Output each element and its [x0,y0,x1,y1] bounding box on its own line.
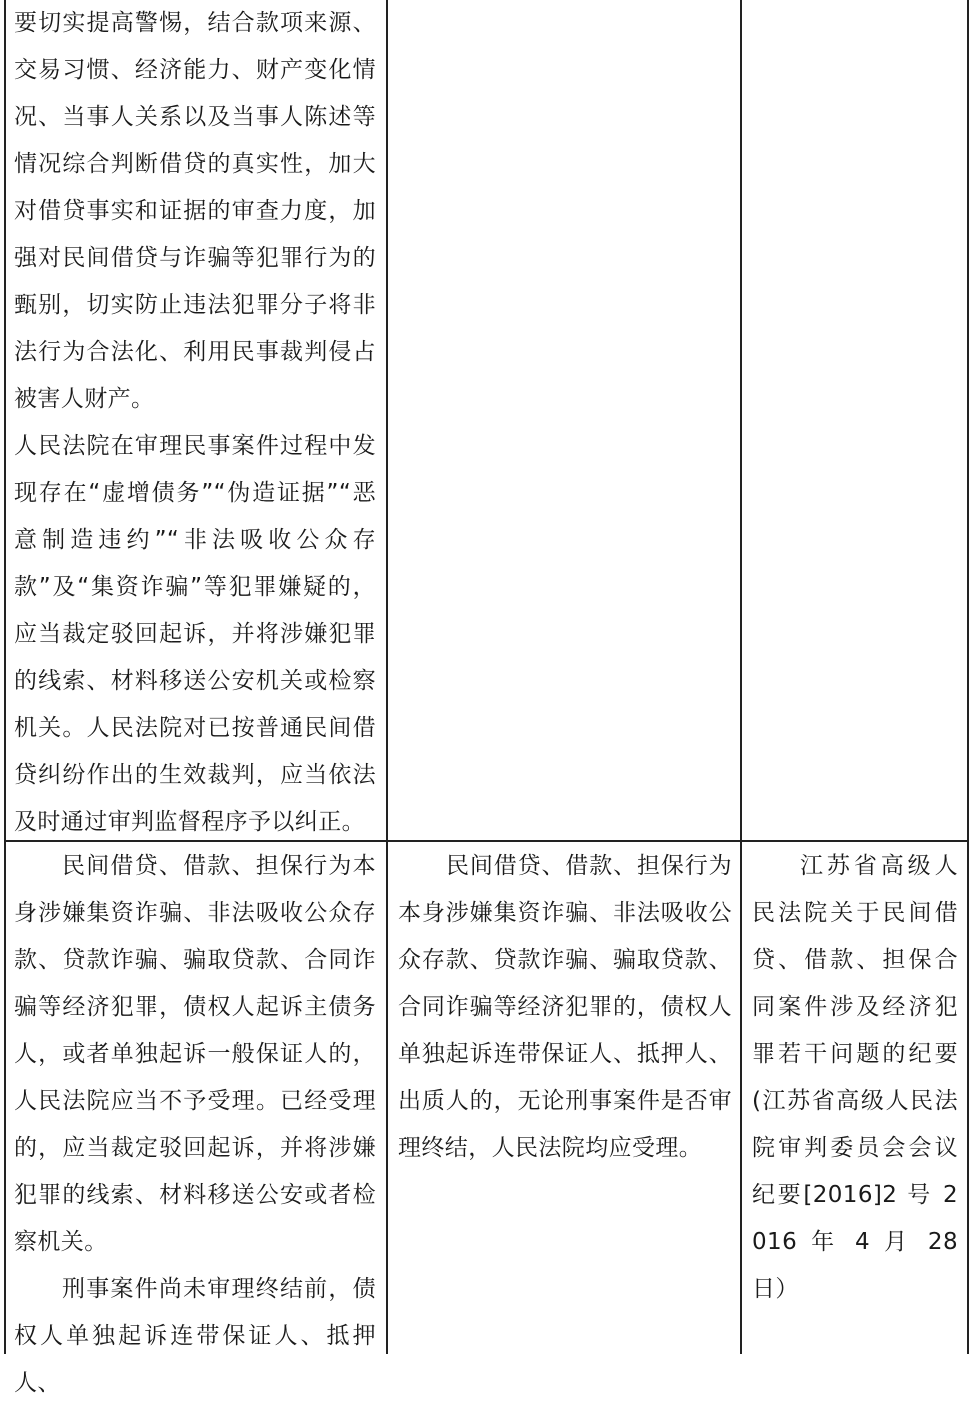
source-citation: 江苏省高级人民法院关于民间借贷、借款、担保合同案件涉及经济犯罪若干问题的纪要(江苏省高级人民法院审判委员会会议纪要[2016]2 号 2016 年 4 月 28 日） [752,853,958,1302]
table-border-left [4,0,6,1354]
cell-paragraph: 刑事案件尚未审理终结前，债权人单独起诉连带保证人、抵押人、 [14,1276,376,1396]
table-border-right [967,0,969,1354]
table-column-divider-2 [740,0,742,1354]
cell-row2-col2 [398,843,732,1172]
cell-row1-col1 [14,0,376,846]
cell-paragraph: 民间借贷、借款、担保行为本身涉嫌集资诈骗、非法吸收公众存款、贷款诈骗、骗取贷款、合同诈骗等经济犯罪，债权人起诉主债务人，或者单独起诉一般保证人的，人民法院应当不予受理。已经受理的，应当裁定驳回起诉，并将涉嫌犯罪的线索、材料移送公安或者检察机关。 [14,853,376,1255]
cell-paragraph: 民间借贷、借款、担保行为本身涉嫌集资诈骗、非法吸收公众存款、贷款诈骗、骗取贷款、合同诈骗等经济犯罪的，债权人单独起诉连带保证人、抵押人、出质人的，无论刑事案件是否审理终结，人民法院均应受理。 [398,853,732,1161]
cell-row2-col1 [14,843,376,1407]
table-column-divider-1 [386,0,388,1354]
cell-paragraph: 人民法院在审理民事案件过程中发现存在“虚增债务”“伪造证据”“恶意制造违约”“非法吸收公众存款”及“集资诈骗”等犯罪嫌疑的，应当裁定驳回起诉，并将涉嫌犯罪的线索、材料移送公安机关或检察机关。人民法院对已按普通民间借贷纠纷作出的生效裁判，应当依法及时通过审判监督程序予以纠正。 [14,433,376,835]
cell-paragraph: 要切实提高警惕，结合款项来源、交易习惯、经济能力、财产变化情况、当事人关系以及当事人陈述等情况综合判断借贷的真实性，加大对借贷事实和证据的审查力度，加强对民间借贷与诈骗等犯罪行为的甄别，切实防止违法犯罪分子将非法行为合法化、利用民事裁判侵占被害人财产。 [14,10,376,412]
cell-row2-col3 [752,843,958,1313]
